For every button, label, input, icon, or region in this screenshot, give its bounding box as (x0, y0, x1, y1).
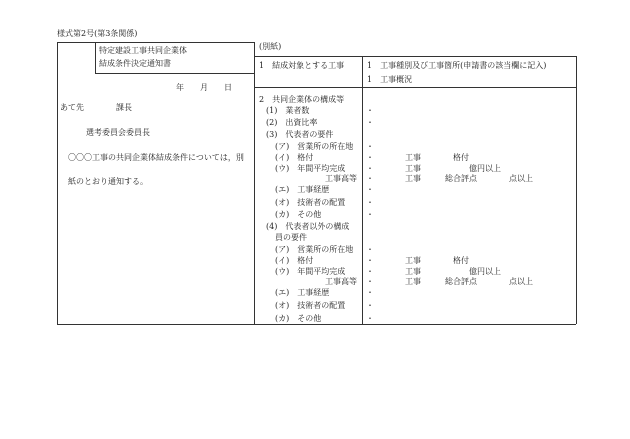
requirement-label: 工事高等 (325, 174, 357, 183)
body-line-1: 〇〇〇工事の共同企業体結成条件については，別 (68, 153, 244, 162)
requirement-bullet: ・ (366, 277, 374, 286)
requirement-label: (オ) 技術者の配置 (275, 198, 346, 207)
requirement-label: (カ) その他 (275, 314, 322, 323)
left-top-border (57, 42, 254, 43)
requirement-label: (ア) 営業所の所在地 (275, 245, 354, 254)
requirement-bullet: ・ (366, 256, 374, 265)
requirement-label: (オ) 技術者の配置 (275, 301, 346, 310)
requirement-bullet: ・ (366, 288, 374, 297)
right-column-divider (362, 56, 363, 324)
requirement-detail: 工事 億円以上 (405, 164, 501, 173)
requirement-bullet: ・ (366, 164, 374, 173)
right-top-border (254, 56, 576, 57)
requirement-bullet: ・ (366, 210, 374, 219)
requirement-bullet: ・ (366, 118, 374, 127)
requirement-label: (カ) その他 (275, 210, 322, 219)
right-outer-border (576, 56, 577, 324)
requirement-label: (ウ) 年間平均完成 (275, 164, 346, 173)
requirement-label: (エ) 工事経歴 (275, 288, 330, 297)
center-divider (254, 42, 255, 324)
requirement-label: (エ) 工事経歴 (275, 185, 330, 194)
requirement-detail: 工事 億円以上 (405, 267, 501, 276)
title-line-1: 特定建設工事共同企業体 (99, 46, 187, 55)
attachment-label: (別紙) (259, 42, 282, 51)
requirement-detail: 工事 総合評点 点以上 (405, 277, 533, 286)
addressee: あて先 課長 (60, 103, 132, 112)
left-outer-border (57, 42, 58, 324)
requirement-bullet: ・ (366, 198, 374, 207)
requirement-detail: 工事 格付 (405, 256, 469, 265)
requirement-detail: 工事 格付 (405, 153, 469, 162)
requirement-bullet: ・ (366, 245, 374, 254)
requirement-label: 員の要件 (275, 233, 307, 242)
requirement-bullet: ・ (366, 314, 374, 323)
requirement-label: (イ) 格付 (275, 153, 314, 162)
requirement-bullet: ・ (366, 301, 374, 310)
requirement-label: (4) 代表者以外の構成 (266, 222, 350, 231)
date-line: 年 月 日 (176, 83, 232, 92)
section-1-bottom-border (254, 87, 576, 88)
form-number: 様式第2号(第3条関係) (57, 29, 138, 38)
section-1-work-type: 1 工事種別及び工事箇所(申請書の該当欄に記入) (367, 61, 547, 70)
section-2-header: 2 共同企業体の構成等 (259, 95, 345, 104)
requirement-detail: 工事 総合評点 点以上 (405, 174, 533, 183)
requirement-bullet: ・ (366, 142, 374, 151)
requirement-bullet: ・ (366, 106, 374, 115)
title-line-2: 結成条件決定通知書 (99, 59, 171, 68)
requirement-label: (2) 出資比率 (266, 118, 318, 127)
requirement-label: (イ) 格付 (275, 256, 314, 265)
right-bottom-border (254, 324, 576, 325)
requirement-label: 工事高等 (325, 277, 357, 286)
section-1-header: 1 結成対象とする工事 (259, 61, 345, 70)
requirement-bullet: ・ (366, 153, 374, 162)
requirement-label: (1) 業者数 (266, 106, 310, 115)
section-1-overview: 1 工事概況 (367, 75, 413, 84)
requirement-bullet: ・ (366, 174, 374, 183)
body-line-2: 紙のとおり通知する。 (68, 177, 148, 186)
requirement-label: (3) 代表者の要件 (266, 130, 334, 139)
requirement-label: (ア) 営業所の所在地 (275, 142, 354, 151)
requirement-bullet: ・ (366, 267, 374, 276)
requirement-label: (ウ) 年間平均完成 (275, 267, 346, 276)
title-box-bottom-border (95, 73, 254, 74)
requirement-bullet: ・ (366, 185, 374, 194)
sender: 選考委員会委員長 (86, 128, 150, 137)
title-box-divider (95, 42, 96, 73)
left-bottom-border (57, 324, 254, 325)
